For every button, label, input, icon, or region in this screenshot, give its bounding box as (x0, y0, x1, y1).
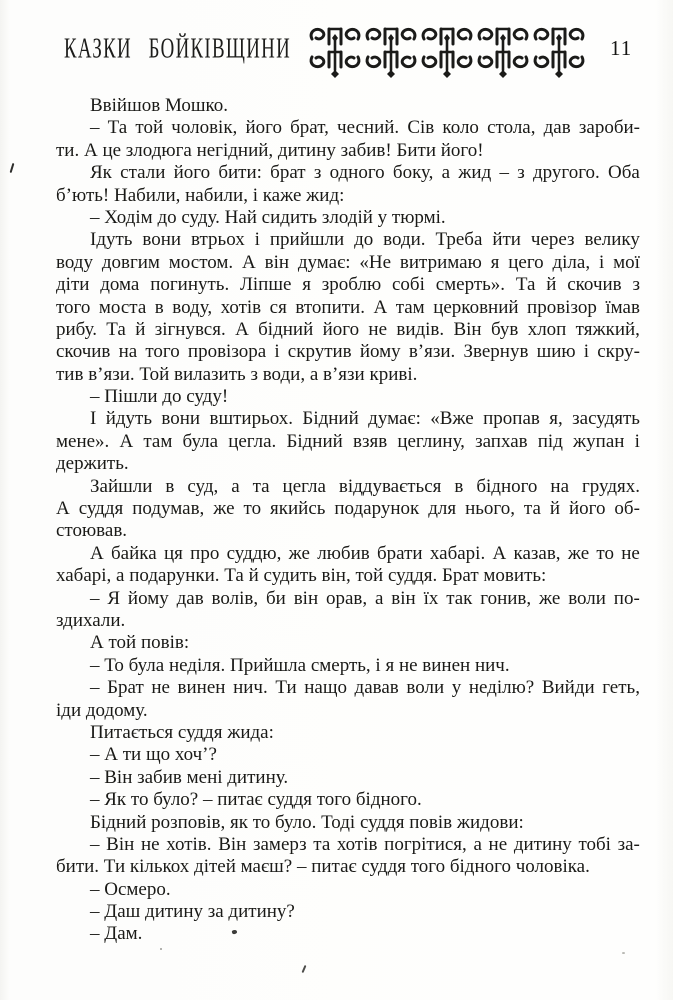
text-line: бити. Ти кількох дітей маєш? – питає суддя того бідного чоловіка. (56, 856, 590, 878)
text-line: – Осмеро. (90, 878, 171, 900)
paragraph (56, 386, 640, 408)
text-line: Зайшли в суд, а та цегла віддувається в бідного на грудях. (90, 475, 640, 497)
paragraph (56, 834, 640, 879)
text-block (56, 95, 640, 946)
text-line: – Дам. (90, 923, 143, 945)
paragraph (56, 95, 640, 117)
text-line: хабарі, а подарунки. Та й судить він, той суддя. Брат мовить: (56, 565, 547, 587)
text-line: А суддя подумав, же то якийсь подарунок для нього, та й його об- (56, 498, 640, 520)
text-line: стоював. (56, 520, 128, 542)
text-line: держить. (56, 453, 129, 475)
text-line: ти. А це злодюга негідний, дитину забив! Бити його! (56, 139, 484, 161)
text-line: Питається суддя жида: (90, 721, 274, 743)
paragraph (56, 812, 640, 834)
scan-artifact (10, 163, 15, 173)
text-line: іди додому. (56, 699, 148, 721)
text-line: – Ходім до суду. Най сидить злодій у тюрмі. (90, 206, 446, 228)
text-line: – Брат не винен нич. Ти нащо давав воли у неділю? Вийди геть, (90, 677, 640, 699)
paragraph (56, 655, 640, 677)
running-title: КАЗКИ БОЙКІВЩИНИ (64, 33, 292, 64)
text-line: А байка ця про суддю, же любив брати хабарі. А казав, же то не (90, 542, 640, 564)
text-line: воду довгим мостом. А він думає: «Не витримаю я цего діла, і мої (56, 251, 640, 273)
text-line: – Він забив мені дитину. (90, 766, 289, 788)
paragraph (56, 632, 640, 654)
paragraph (56, 744, 640, 766)
text-line: скочив на того провізора і скрутив йому в’язи. Звернув шию і скру- (56, 341, 640, 363)
text-line: – Та той чоловік, його брат, чесний. Сів коло стола, дав зароби- (90, 117, 640, 139)
text-line: – Як то було? – питає суддя того бідного. (90, 789, 422, 811)
text-line: – То була неділя. Прийшла смерть, і я не винен нич. (90, 654, 510, 676)
text-line: – Даш дитину за дитину? (90, 901, 295, 923)
scan-artifact (160, 948, 162, 950)
paragraph (56, 677, 640, 722)
paragraph (56, 588, 640, 633)
text-line: здихали. (56, 609, 126, 631)
text-line: Ввійшов Мошко. (90, 95, 229, 116)
text-line: рибу. Та й зігнувся. А бідний його не видів. Він був хлоп тяжкий, (56, 318, 640, 340)
paragraph (56, 923, 640, 945)
text-line: – Я йому дав волів, би він орав, а він їх так гонив, же воли по- (90, 587, 640, 609)
page-number: 11 (610, 36, 633, 60)
text-line: тив в’язи. Той вилазить з води, а в’язи криві. (56, 363, 418, 385)
paragraph (56, 767, 640, 789)
text-line: Ідуть вони втрьох і прийшли до води. Треба йти через велику (90, 229, 640, 251)
text-line: того моста в воду, хотів ся втопити. А там церковний провізор їмав (56, 296, 640, 318)
text-line: – Пішли до суду! (90, 386, 229, 408)
floral-band-ornament-icon (306, 26, 588, 78)
scan-artifact (622, 952, 625, 954)
text-line: Як стали його бити: брат з одного боку, а жид – з другого. Оба (90, 162, 640, 184)
paragraph (56, 879, 640, 901)
text-line: – А ти що хоч’? (90, 744, 217, 766)
text-line: – Він не хотів. Він замерз та хотів погрітися, а не дитину тобі за- (90, 833, 640, 855)
paragraph (56, 901, 640, 923)
paragraph (56, 789, 640, 811)
paragraph (56, 476, 640, 543)
text-line: А той повів: (90, 632, 190, 654)
paragraph (56, 722, 640, 744)
paragraph (56, 117, 640, 162)
paragraph (56, 408, 640, 475)
text-line: І йдуть вони вштирьох. Бідний думає: «Вже пропав я, засудять (90, 408, 640, 430)
scan-artifact (302, 965, 307, 973)
text-line: діти дома погинуть. Ліпше я зроблю собі смерть». Та й скочив з (56, 274, 640, 296)
text-line: мене». А там була цегла. Бідний взяв цеглину, запхав під жупан і (56, 430, 640, 452)
paragraph (56, 543, 640, 588)
text-line: б’ють! Набили, набили, і каже жид: (56, 184, 345, 206)
paragraph (56, 207, 640, 229)
paragraph (56, 229, 640, 386)
text-line: Бідний розповів, як то було. Тоді суддя повів жидови: (90, 811, 524, 833)
paragraph (56, 162, 640, 207)
